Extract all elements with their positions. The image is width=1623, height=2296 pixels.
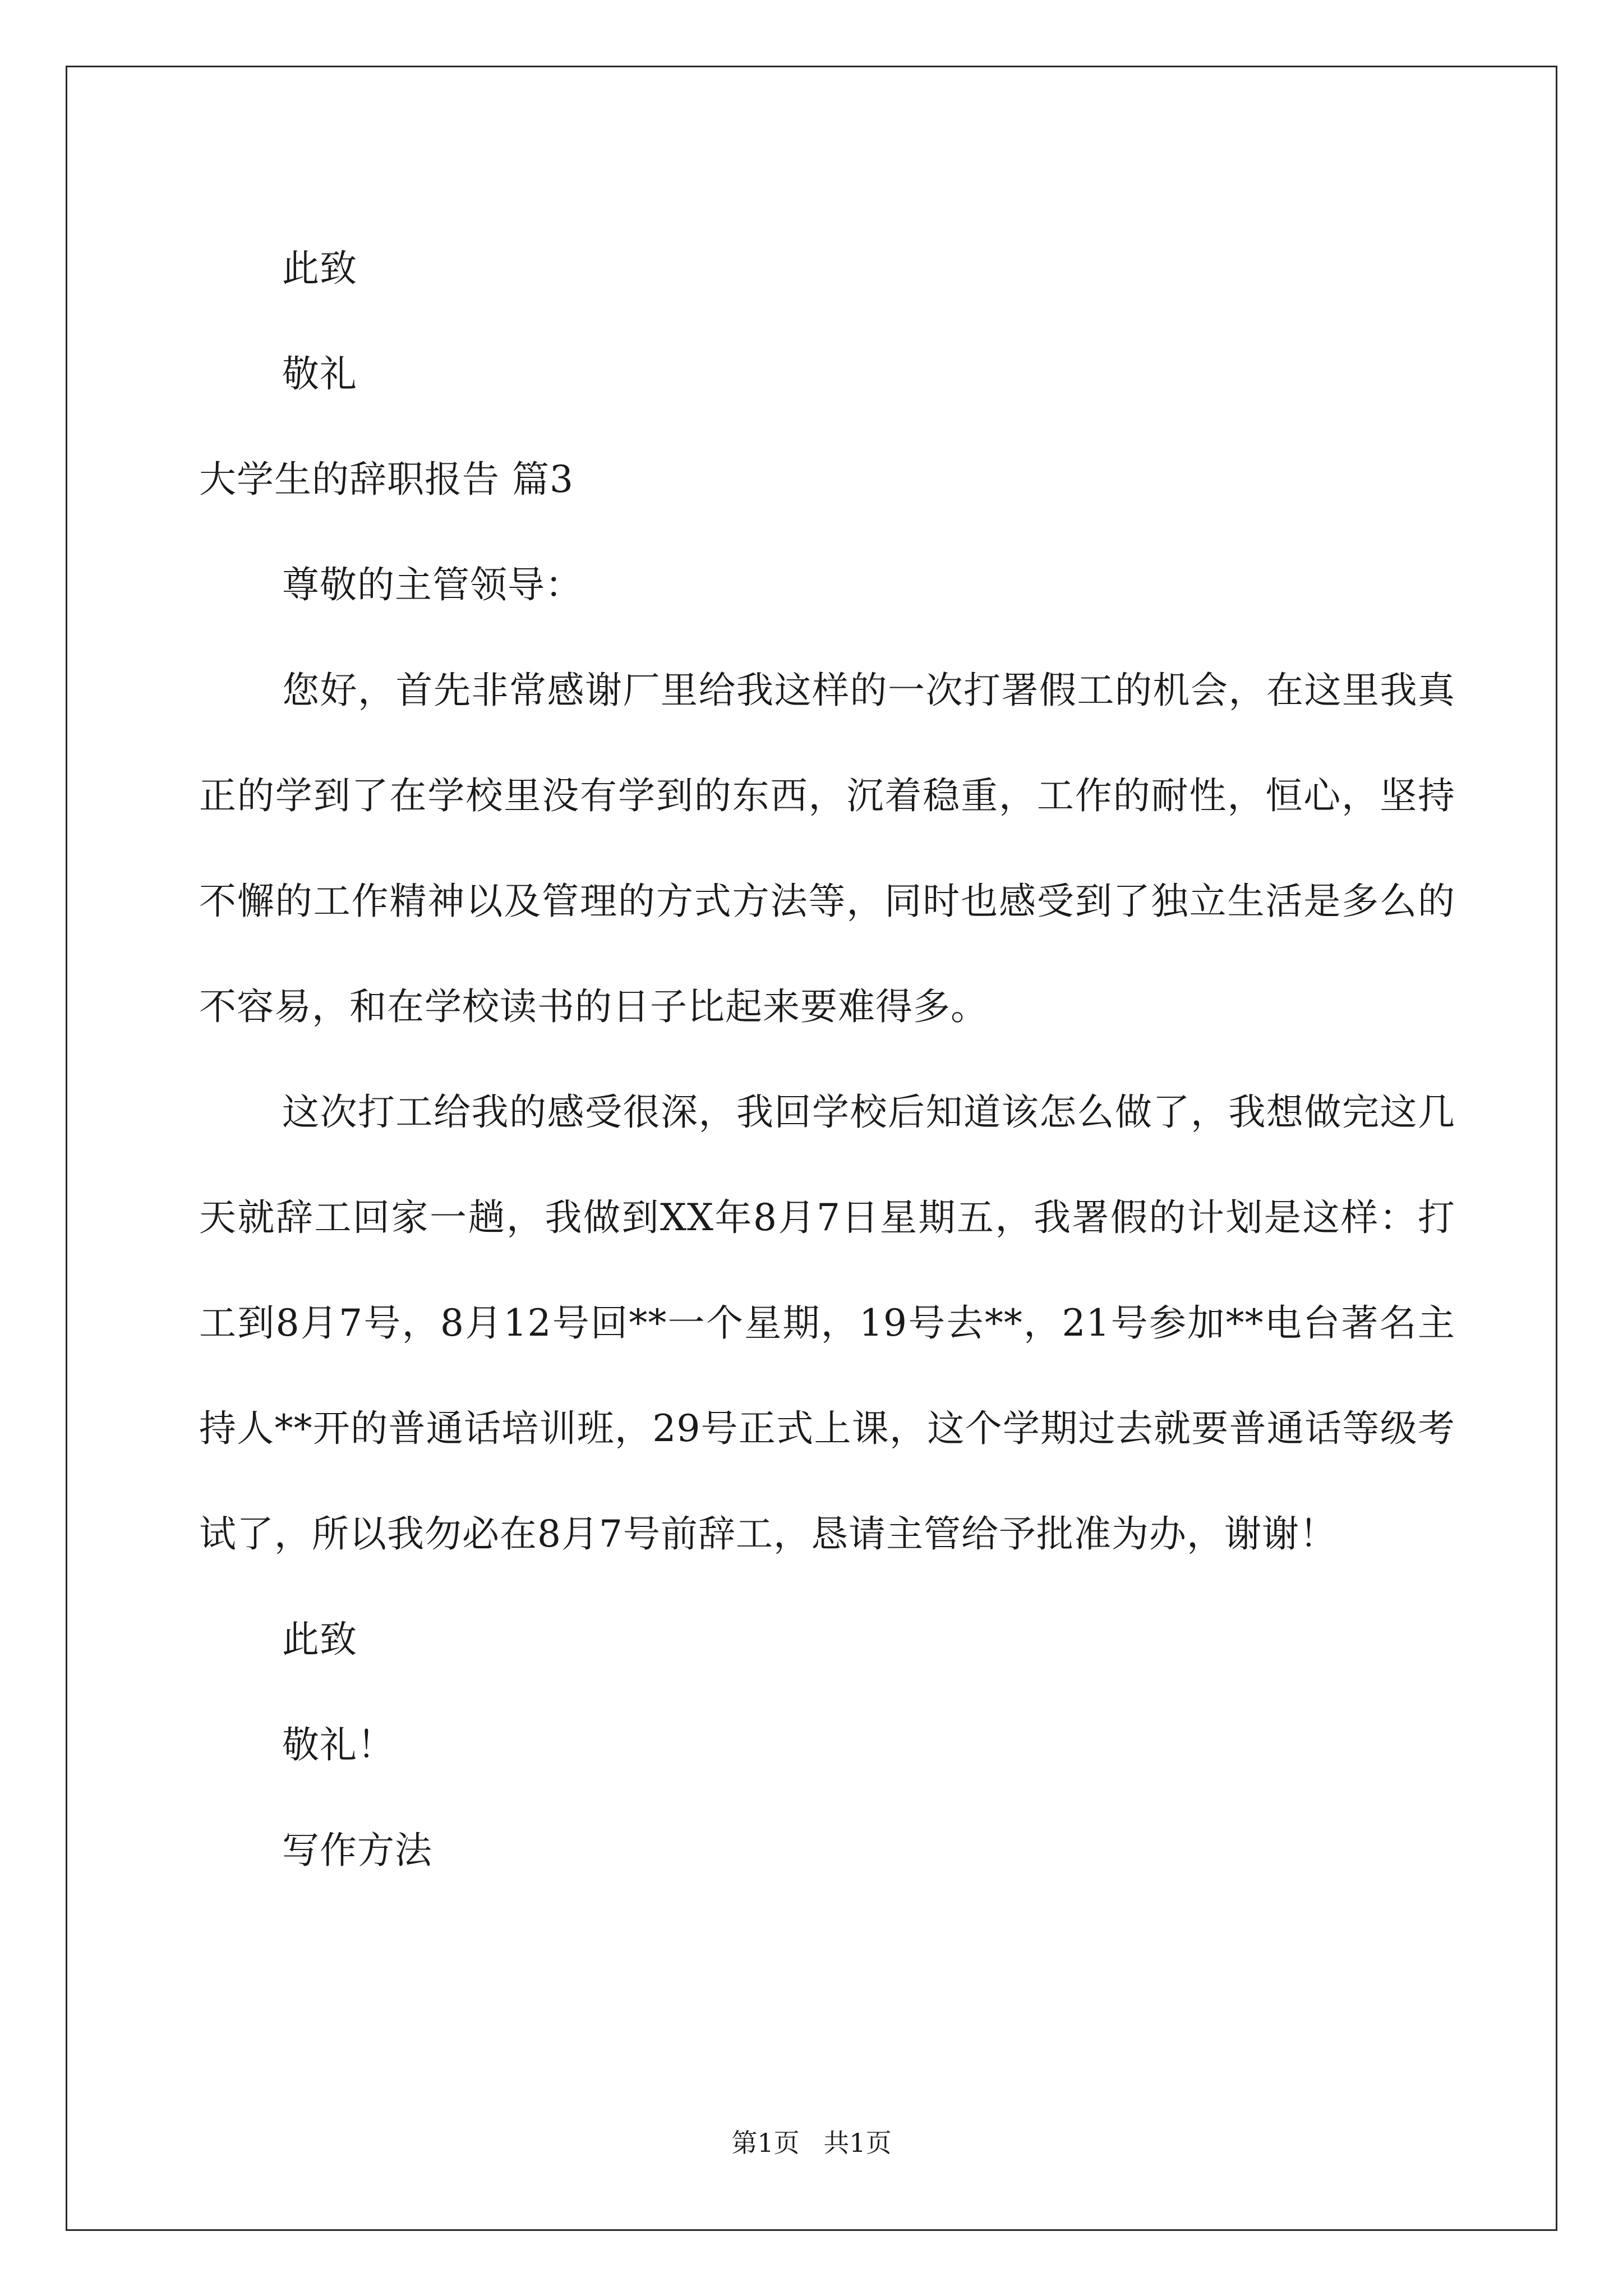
closing-line-2: 此致 xyxy=(282,1618,357,1661)
body-paragraph-2: 这次打工给我的感受很深，我回学校后知道该怎么做了，我想做完这几天就辞工回家一趟，我做到XX年8月7日星期五，我署假的计划是这样：打工到8月7号，8月12号回**一个星期，19号去**，21号参加**电台著名主持人**开的普通话培训班，29号正式上课，这个学期过去就要普通话等级考试了，所以我勿必在8月7号前辞工，恳请主管给予批准为办，谢谢！ xyxy=(199,1091,1455,1556)
salutation-line-2: 敬礼！ xyxy=(282,1723,395,1766)
salutation-line: 敬礼 xyxy=(282,352,357,395)
writing-method-heading: 写作方法 xyxy=(282,1829,432,1872)
page-footer xyxy=(0,2126,1623,2160)
body-paragraph-1: 您好，首先非常感谢厂里给我这样的一次打署假工的机会，在这里我真正的学到了在学校里没有学到的东西，沉着稳重，工作的耐性，恒心，坚持不懈的工作精神以及管理的方式方法等，同时也感受到了独立生活是多么的不容易，和在学校读书的日子比起来要难得多。 xyxy=(199,669,1455,1028)
greeting-line: 尊敬的主管领导： xyxy=(282,563,583,606)
section-title: 大学生的辞职报告 篇3 xyxy=(199,458,574,501)
page-number-total: 共1页 xyxy=(823,2128,892,2158)
document-body xyxy=(199,216,1455,1903)
closing-line: 此致 xyxy=(282,247,357,290)
page-number-current: 第1页 xyxy=(731,2128,800,2158)
